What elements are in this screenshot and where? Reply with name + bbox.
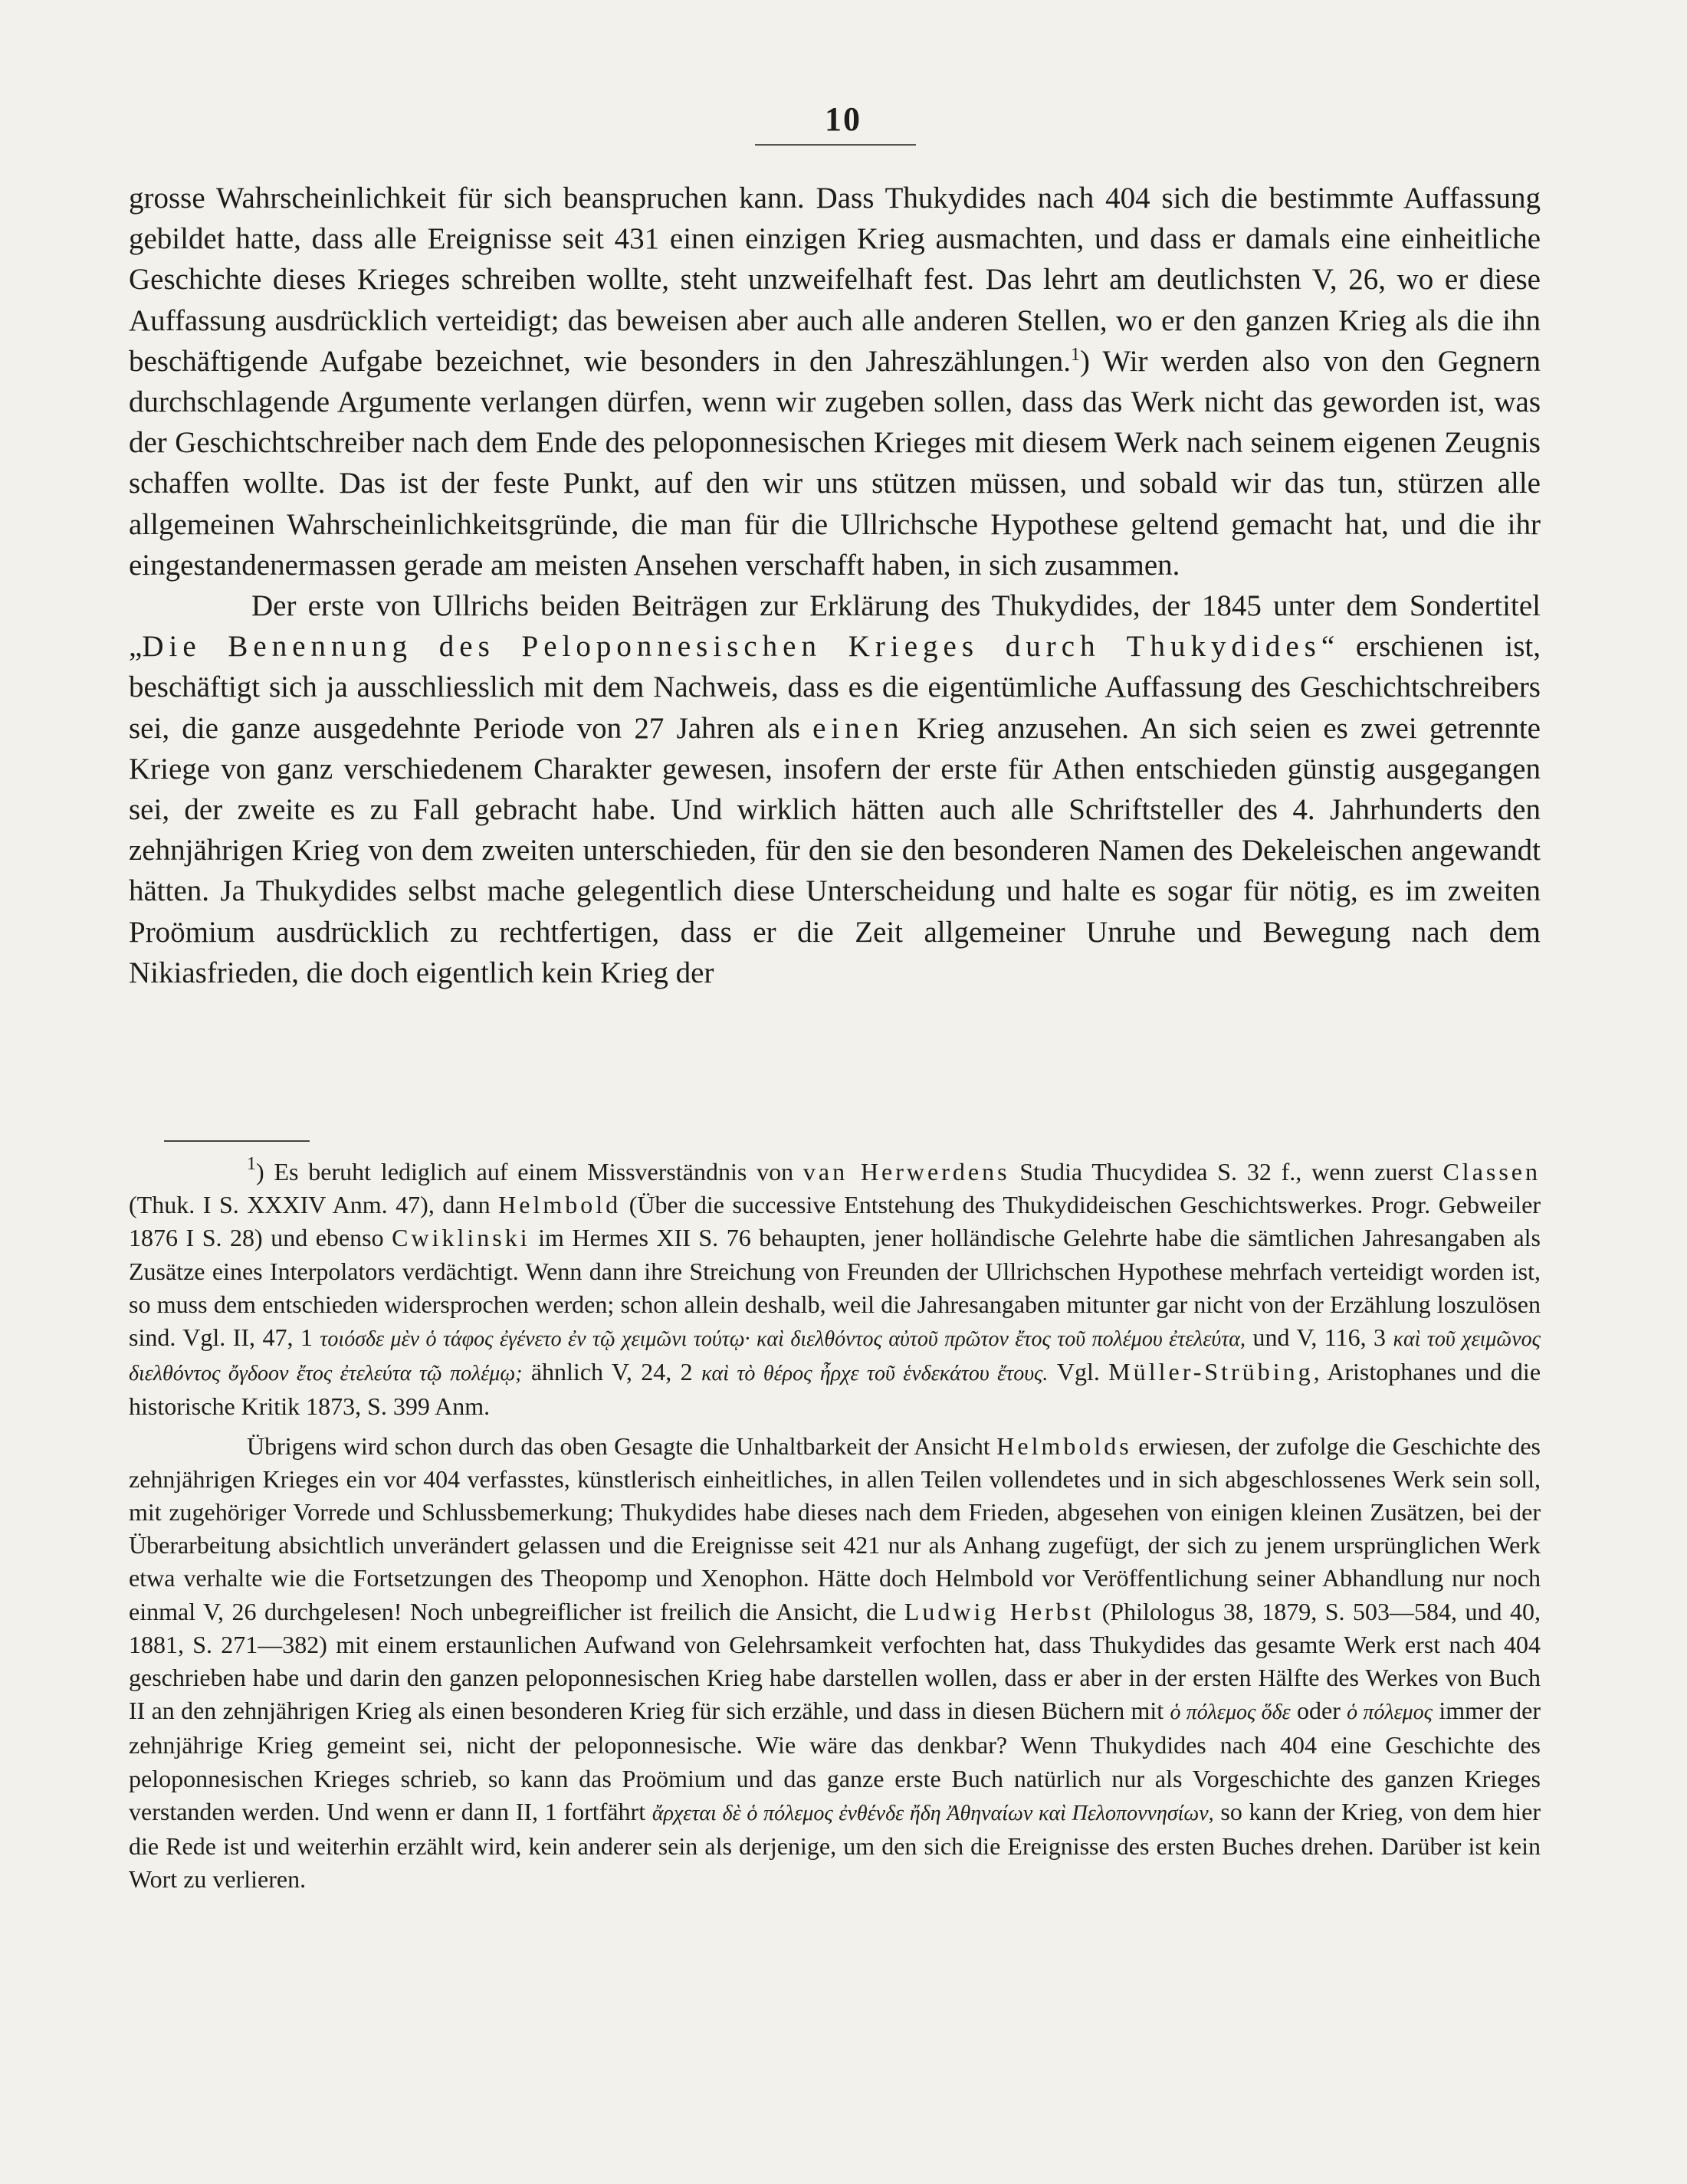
paragraph-1-text-a: grosse Wahrscheinlichkeit für sich beanspruchen kann. Dass Thukydides nach 404 sich die bestimmte Auffassung gebildet hatte, dass alle Ereignisse seit 431 einen einzigen Krieg ausmachten, und dass er damals eine einheitliche Geschichte dieses Krieges schreiben wollte, steht unzweifelhaft fest. Das lehrt am deutlichsten V, 26, wo er diese Auffassung ausdrücklich verteidigt; das beweisen aber auch alle anderen Stellen, wo er den ganzen Krieg als die ihn beschäftigende Aufgabe bezeichnet, wie besonders in den Jahreszählungen. [129, 182, 1541, 378]
paragraph-2 [129, 585, 1541, 993]
paragraph-2-text-b: “ erschienen ist, beschäftigt sich ja ausschliesslich mit dem Nachweis, dass es die eigentümliche Auffassung des Geschichtschreibers sei, die ganze ausgedehnte Periode von 27 Jahren als [129, 630, 1541, 745]
footnotes [129, 1156, 1541, 1896]
author-herbst: Ludwig Herbst [904, 1597, 1095, 1625]
footnote-rule [164, 1140, 310, 1142]
footnote-text: , Aristophanes und die historische Kritik 1873, S. 399 Anm. [129, 1358, 1541, 1421]
author-mueller-struebing: Müller-Strübing [1108, 1358, 1314, 1386]
note-text: oder [1290, 1697, 1347, 1725]
author-helmbolds: Helmbolds [996, 1431, 1132, 1460]
greek-phrase: ὁ πόλεμος ὅδε [1170, 1700, 1291, 1725]
footnote-text: (Über die successive Entstehung des Thukydideischen Geschichtswerkes. Progr. Gebweiler 1876 I S. 28) und ebenso [129, 1191, 1541, 1252]
paragraph-2-text-c: Krieg anzusehen. An sich seien es zwei getrennte Kriege von ganz verschiedenem Charakter gewesen, insofern der erste für Athen entschieden günstig ausgegangen sei, der zweite es zu Fall gebracht habe. Und wirklich hätten auch alle Schriftsteller des 4. Jahrhunderts den zehnjährigen Krieg von dem zweiten unterschieden, für den sie den besonderen Namen des Dekeleischen angewandt hätten. Ja Thukydides selbst mache gelegentlich diese Unterscheidung und halte es sogar für nötig, es im zweiten Proömium ausdrücklich zu rechtfertigen, dass er die Zeit allgemeiner Unruhe und Bewegung nach dem Nikiasfrieden, die doch eigentlich kein Krieg der [129, 711, 1541, 989]
footnote-1 [129, 1156, 1541, 1424]
greek-quote: τοιόσδε μὲν ὁ τάφος ἐγένετο ἐν τῷ χειμῶνι τούτῳ· καὶ διελθόντος αὐτοῦ πρῶτον ἔτος τοῦ πολέμου ἐτελεύτα, [320, 1327, 1246, 1352]
footnote-text: ) Es beruht lediglich auf einem Missverständnis von [256, 1158, 803, 1185]
greek-quote: καὶ τὸ θέρος ἦρχε τοῦ ἑνδεκάτου ἔτους. [701, 1362, 1049, 1386]
author-herwerden: van Herwerdens [802, 1158, 1010, 1185]
note-text: immer der zehnjährige Krieg gemeint sei, nicht der peloponnesische. Wie wäre das denkbar? Wenn Thukydides nach 404 eine Geschichte des peloponnesischen Krieges schrieb, so kann das Proömium und das ganze erste Buch natürlich nur als Vorgeschichte des ganzen Krieges verstanden werden. Und wenn er dann II, 1 fortfährt [129, 1697, 1541, 1825]
main-text [129, 178, 1541, 993]
footnote-text: im Hermes XII S. 76 behaupten, jener holländische Gelehrte habe die sämtlichen Jahresangaben als Zusätze eines Interpolators verdächtigt. Wenn dann ihre Streichung von Freunden der Ullrichschen Hypothese mehrfach verteidigt worden ist, so muss dem entschieden widersprochen werden; schon allein deshalb, weil die Jahresangaben mitunter gar nicht von der Erzählung loszulösen sind. Vgl. II, 47, 1 [129, 1224, 1541, 1352]
note-text: (Philologus 38, 1879, S. 503—584, und 40, 1881, S. 271—382) mit einem erstaunlichen Aufwand von Gelehrsamkeit verfochten hat, dass Thukydides das gesamte Werk erst nach 404 geschrieben habe und darin den ganzen peloponnesischen Krieg habe darstellen wollen, dass er aber in der ersten Hälfte des Werkes von Buch II an den zehnjährigen Krieg als einen besonderen Krieg für sich erzähle, und dass in diesen Büchern mit [129, 1597, 1541, 1725]
greek-phrase: ὁ πόλεμος [1347, 1700, 1433, 1725]
footnote-text: (Thuk. I S. XXXIV Anm. 47), dann [129, 1191, 499, 1219]
footnote-marker: 1 [247, 1154, 256, 1174]
paragraph-2-text-a: Der erste von Ullrichs beiden Beiträgen zur Erklärung des Thukydides, der 1845 unter dem Sondertitel „ [129, 589, 1541, 664]
work-title: Die Benennung des Peloponnesischen Krieges durch Thukydides [142, 630, 1321, 664]
emphasis-einen: einen [812, 711, 904, 745]
note-text: erwiesen, der zufolge die Geschichte des zehnjährigen Krieges ein vor 404 verfasstes, künstlerisch einheitliches, in allen Teilen vollendetes und in sich abgeschlossenes Werk sein soll, mit zugehöriger Vorrede und Schlussbemerkung; Thukydides habe dieses nach dem Frieden, abgesehen von einigen kleinen Zusätzen, bei der Überarbeitung absichtlich unverändert gelassen und die Ereignisse seit 421 nur als Anhang zugefügt, der sich zu jenem ursprünglichen Werk etwa verhalte wie die Fortsetzungen des Theopomp und Xenophon. Hätte doch Helmbold vor Veröffentlichung seiner Abhandlung nur noch einmal V, 26 durchgelesen! Noch unbegreiflicher ist freilich die Ansicht, die [129, 1431, 1541, 1625]
greek-quote: ἄρχεται δὲ ὁ πόλεμος ἐνθένδε ἤδη Ἀθηναίων καὶ Πελοποννησίων, [651, 1801, 1214, 1825]
footnote-text: Vgl. [1048, 1358, 1109, 1386]
paragraph-1-text-b: ) Wir werden also von den Gegnern durchschlagende Argumente verlangen dürfen, wenn wir zugeben sollen, dass das Werk nicht das geworden ist, was der Geschichtschreiber nach dem Ende des peloponnesischen Krieges mit diesem Werk nach seinem eigenen Zeugnis schaffen wollte. Das ist der feste Punkt, auf den wir uns stützen müssen, und sobald wir das tun, stürzen alle allgemeinen Wahrscheinlichkeitsgründe, die man für die Ullrichsche Hypothese geltend gemacht hat, und die ihr eingestandenermassen gerade am meisten Ansehen verschafft haben, in sich zusammen. [129, 344, 1541, 582]
note-text: so kann der Krieg, von dem hier die Rede ist und weiterhin erzählt wird, kein anderer sein als derjenige, um den sich die Ereignisse des ersten Buches drehen. Darüber ist kein Wort zu verlieren. [129, 1797, 1541, 1894]
footnote-reference[interactable]: 1 [1071, 344, 1080, 365]
footnote-continuation [129, 1430, 1541, 1897]
note-text: Übrigens wird schon durch das oben Gesagte die Unhaltbarkeit der Ansicht [247, 1431, 997, 1460]
author-cwiklinski: Cwiklinski [392, 1224, 530, 1252]
greek-quote: καὶ τοῦ χειμῶνος διελθόντος ὄγδοον ἔτος ἐτελεύτα τῷ πολέμῳ; [129, 1327, 1541, 1386]
page-number: 10 [825, 100, 862, 138]
footnote-text: Studia Thucydidea S. 32 f., wenn zuerst [1009, 1158, 1443, 1185]
paragraph-1 [129, 178, 1541, 585]
author-classen: Classen [1442, 1158, 1541, 1185]
author-helmbold: Helmbold [498, 1191, 622, 1219]
page-number-rule [755, 144, 916, 146]
footnote-text: ähnlich V, 24, 2 [522, 1358, 702, 1386]
footnote-text: und V, 116, 3 [1245, 1323, 1393, 1352]
